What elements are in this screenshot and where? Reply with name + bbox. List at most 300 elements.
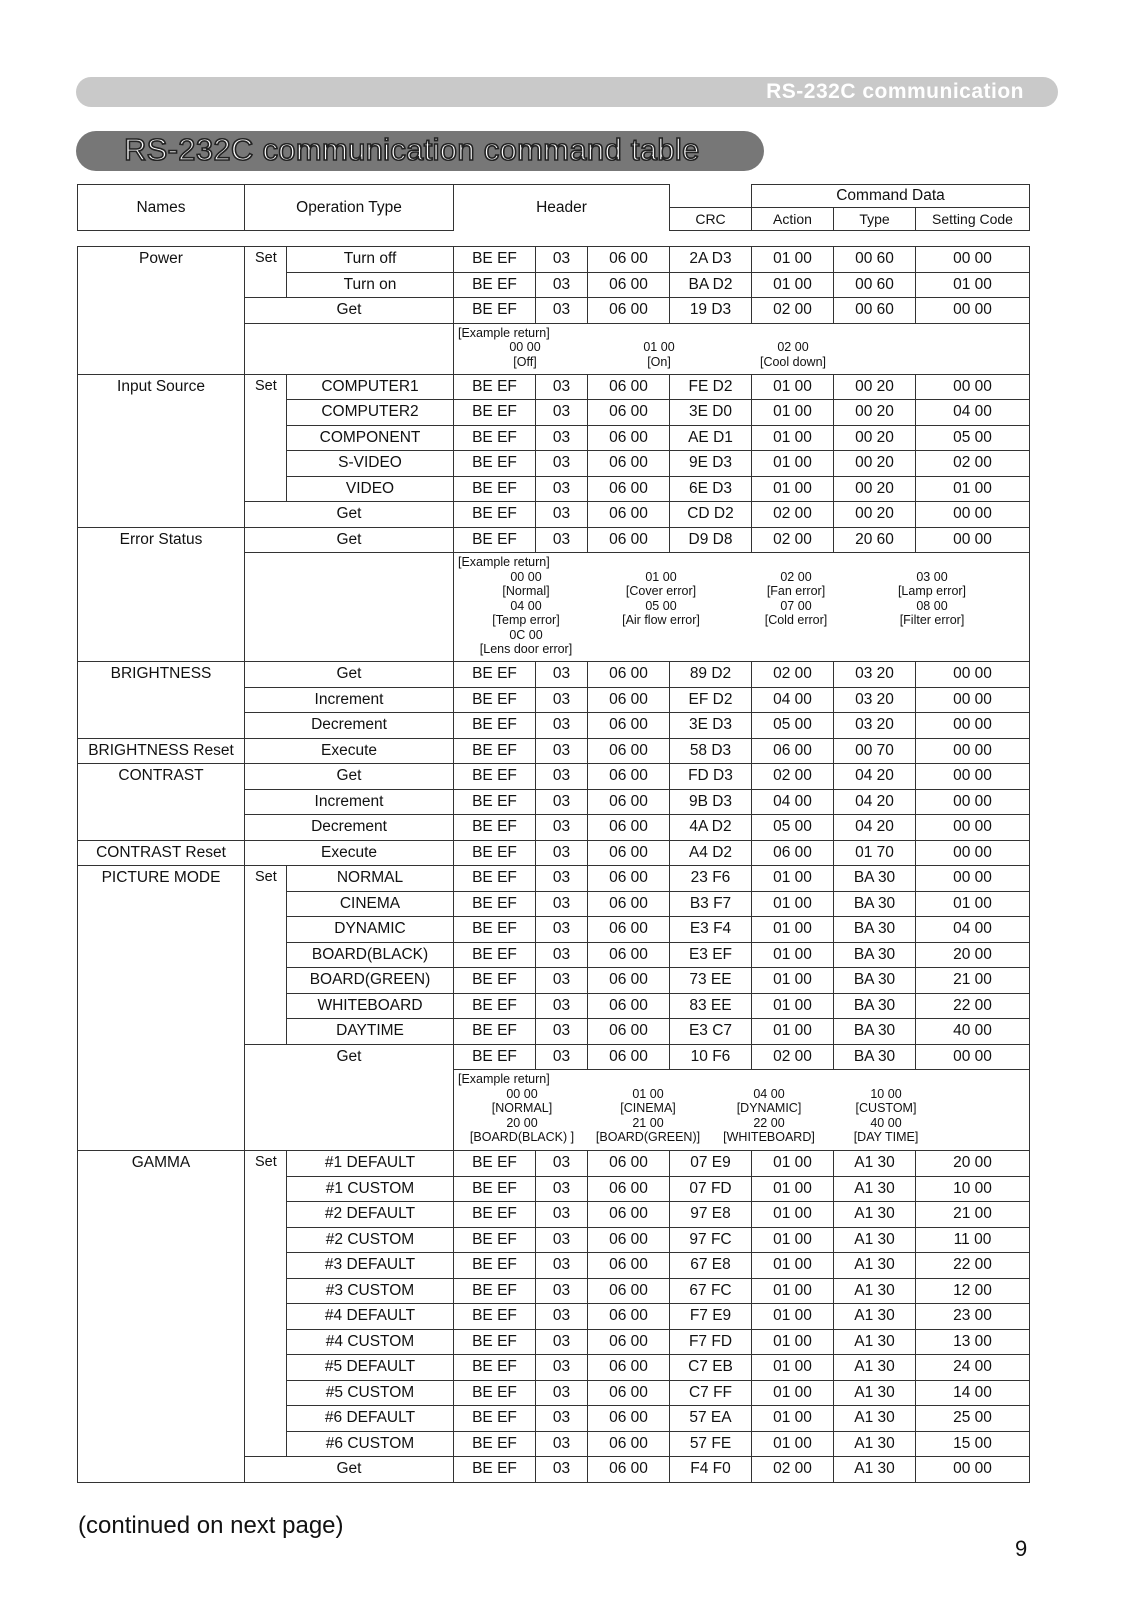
setting-code: 00 00 (916, 687, 1030, 713)
col-header: Header (454, 185, 670, 231)
crc: 97 FC (670, 1227, 752, 1253)
type: BA 30 (834, 942, 916, 968)
header-2: 03 (536, 1202, 588, 1228)
header-3: 06 00 (588, 866, 670, 892)
return-code: 03 00 (916, 569, 948, 584)
type: 04 20 (834, 815, 916, 841)
action: 02 00 (752, 298, 834, 324)
header-2: 03 (536, 687, 588, 713)
setting-code: 25 00 (916, 1406, 1030, 1432)
action: 02 00 (752, 1457, 834, 1483)
crc: 3E D0 (670, 400, 752, 426)
action: 01 00 (752, 425, 834, 451)
header-1: BE EF (454, 866, 536, 892)
return-label: [DAY TIME] (853, 1130, 919, 1144)
action: 01 00 (752, 1304, 834, 1330)
type: A1 30 (834, 1355, 916, 1381)
crc: C7 EB (670, 1355, 752, 1381)
setting-code: 21 00 (916, 1202, 1030, 1228)
header-2: 03 (536, 425, 588, 451)
operation: Get (245, 1044, 454, 1151)
setting-code: 21 00 (916, 968, 1030, 994)
return-label: [BOARD(GREEN)] (595, 1130, 701, 1144)
action: 01 00 (752, 272, 834, 298)
action: 05 00 (752, 815, 834, 841)
setting-code: 01 00 (916, 891, 1030, 917)
header-3: 06 00 (588, 789, 670, 815)
header-3: 06 00 (588, 1355, 670, 1381)
header-1: BE EF (454, 272, 536, 298)
operation: Get (245, 662, 454, 688)
crc: A4 D2 (670, 840, 752, 866)
col-setting-code: Setting Code (916, 208, 1030, 231)
row-name: Input Source (78, 374, 245, 527)
crc: F4 F0 (670, 1457, 752, 1483)
operation: Turn on (287, 272, 454, 298)
header-3: 06 00 (588, 1380, 670, 1406)
header-1: BE EF (454, 1019, 536, 1045)
type: 00 70 (834, 738, 916, 764)
setting-code: 00 00 (916, 738, 1030, 764)
col-names: Names (78, 185, 245, 231)
setting-code: 00 00 (916, 527, 1030, 553)
set-label: Set (245, 247, 287, 298)
header-2: 03 (536, 400, 588, 426)
header-3: 06 00 (588, 687, 670, 713)
crc: 2A D3 (670, 247, 752, 273)
type: A1 30 (834, 1151, 916, 1177)
header-3: 06 00 (588, 476, 670, 502)
header-1: BE EF (454, 713, 536, 739)
operation: BOARD(BLACK) (287, 942, 454, 968)
header-2: 03 (536, 1406, 588, 1432)
header-3: 06 00 (588, 662, 670, 688)
header-3: 06 00 (588, 400, 670, 426)
setting-code: 11 00 (916, 1227, 1030, 1253)
type: 00 20 (834, 451, 916, 477)
setting-code: 00 00 (916, 502, 1030, 528)
action: 01 00 (752, 1253, 834, 1279)
operation: Get (245, 527, 454, 553)
header-3: 06 00 (588, 247, 670, 273)
action: 01 00 (752, 1202, 834, 1228)
operation: Increment (245, 687, 454, 713)
header-2: 03 (536, 662, 588, 688)
setting-code: 22 00 (916, 1253, 1030, 1279)
type: 00 20 (834, 476, 916, 502)
header-3: 06 00 (588, 425, 670, 451)
set-label: Set (245, 866, 287, 1045)
table-row (78, 764, 1030, 790)
header-2: 03 (536, 1380, 588, 1406)
action: 01 00 (752, 917, 834, 943)
operation: Get (245, 298, 454, 324)
setting-code: 13 00 (916, 1329, 1030, 1355)
return-code: 20 00 (506, 1115, 538, 1130)
operation: #2 DEFAULT (287, 1202, 454, 1228)
table-row (78, 738, 1030, 764)
header-2: 03 (536, 1253, 588, 1279)
setting-code: 23 00 (916, 1304, 1030, 1330)
return-code: 01 00 (645, 569, 677, 584)
header-3: 06 00 (588, 1304, 670, 1330)
header-2: 03 (536, 713, 588, 739)
return-label: [Cover error] (625, 584, 697, 598)
operation: Get (245, 502, 454, 528)
header-3: 06 00 (588, 1151, 670, 1177)
operation: #5 DEFAULT (287, 1355, 454, 1381)
header-2: 03 (536, 891, 588, 917)
example-return-label: [Example return] (458, 325, 550, 340)
return-code: 07 00 (780, 598, 812, 613)
action: 01 00 (752, 1151, 834, 1177)
set-label: Set (245, 374, 287, 502)
page-number: 9 (1015, 1536, 1028, 1561)
crc: C7 FF (670, 1380, 752, 1406)
setting-code: 01 00 (916, 476, 1030, 502)
return-code: 08 00 (916, 598, 948, 613)
type: 20 60 (834, 527, 916, 553)
header-3: 06 00 (588, 1044, 670, 1070)
col-operation-type: Operation Type (245, 185, 454, 231)
header-3: 06 00 (588, 1227, 670, 1253)
operation: Increment (245, 789, 454, 815)
type: 04 20 (834, 789, 916, 815)
header-2: 03 (536, 1431, 588, 1457)
setting-code: 00 00 (916, 662, 1030, 688)
type: A1 30 (834, 1457, 916, 1483)
crc: 57 FE (670, 1431, 752, 1457)
crc: 89 D2 (670, 662, 752, 688)
crc: E3 EF (670, 942, 752, 968)
crc: 6E D3 (670, 476, 752, 502)
operation: #4 CUSTOM (287, 1329, 454, 1355)
header-3: 06 00 (588, 1406, 670, 1432)
operation: NORMAL (287, 866, 454, 892)
action: 02 00 (752, 662, 834, 688)
return-code: 10 00 (870, 1086, 902, 1101)
header-1: BE EF (454, 1457, 536, 1483)
header-3: 06 00 (588, 1329, 670, 1355)
row-name: PICTURE MODE (78, 866, 245, 1151)
operation: Decrement (245, 815, 454, 841)
header-3: 06 00 (588, 917, 670, 943)
header-3: 06 00 (588, 1457, 670, 1483)
setting-code: 04 00 (916, 917, 1030, 943)
action: 01 00 (752, 968, 834, 994)
header-1: BE EF (454, 1431, 536, 1457)
header-1: BE EF (454, 1380, 536, 1406)
action: 02 00 (752, 527, 834, 553)
action: 01 00 (752, 942, 834, 968)
header-3: 06 00 (588, 502, 670, 528)
operation: Decrement (245, 713, 454, 739)
operation: DYNAMIC (287, 917, 454, 943)
header-3: 06 00 (588, 815, 670, 841)
setting-code: 00 00 (916, 789, 1030, 815)
type: BA 30 (834, 968, 916, 994)
type: 00 20 (834, 425, 916, 451)
header-3: 06 00 (588, 298, 670, 324)
action: 01 00 (752, 400, 834, 426)
header-3: 06 00 (588, 527, 670, 553)
type: A1 30 (834, 1329, 916, 1355)
type: 00 60 (834, 298, 916, 324)
crc: 67 E8 (670, 1253, 752, 1279)
header-1: BE EF (454, 815, 536, 841)
operation: Turn off (287, 247, 454, 273)
type: A1 30 (834, 1278, 916, 1304)
return-label: [Cold error] (764, 613, 828, 627)
type: 03 20 (834, 662, 916, 688)
row-name: BRIGHTNESS (78, 662, 245, 739)
setting-code: 00 00 (916, 815, 1030, 841)
type: 03 20 (834, 687, 916, 713)
crc: D9 D8 (670, 527, 752, 553)
operation: COMPONENT (287, 425, 454, 451)
return-code: 0C 00 (509, 627, 543, 642)
operation: Execute (245, 840, 454, 866)
setting-code: 12 00 (916, 1278, 1030, 1304)
header-2: 03 (536, 764, 588, 790)
header-3: 06 00 (588, 713, 670, 739)
type: BA 30 (834, 993, 916, 1019)
col-action: Action (752, 208, 834, 231)
header-2: 03 (536, 840, 588, 866)
header-1: BE EF (454, 1253, 536, 1279)
header-3: 06 00 (588, 1176, 670, 1202)
header-1: BE EF (454, 764, 536, 790)
crc: 19 D3 (670, 298, 752, 324)
header-1: BE EF (454, 400, 536, 426)
crc: AE D1 (670, 425, 752, 451)
row-name: BRIGHTNESS Reset (78, 738, 245, 764)
type: A1 30 (834, 1431, 916, 1457)
setting-code: 02 00 (916, 451, 1030, 477)
setting-code: 00 00 (916, 247, 1030, 273)
command-table (77, 246, 1030, 1483)
header-2: 03 (536, 866, 588, 892)
operation: #5 CUSTOM (287, 1380, 454, 1406)
operation: #6 CUSTOM (287, 1431, 454, 1457)
header-3: 06 00 (588, 272, 670, 298)
header-3: 06 00 (588, 764, 670, 790)
type: BA 30 (834, 866, 916, 892)
header-1: BE EF (454, 1044, 536, 1070)
type: A1 30 (834, 1202, 916, 1228)
setting-code: 24 00 (916, 1355, 1030, 1381)
setting-code: 00 00 (916, 840, 1030, 866)
operation: #6 DEFAULT (287, 1406, 454, 1432)
row-name: GAMMA (78, 1151, 245, 1483)
crc: FE D2 (670, 374, 752, 400)
header-2: 03 (536, 476, 588, 502)
action: 01 00 (752, 451, 834, 477)
action: 01 00 (752, 1431, 834, 1457)
action: 01 00 (752, 1355, 834, 1381)
type: 04 20 (834, 764, 916, 790)
action: 01 00 (752, 1406, 834, 1432)
header-1: BE EF (454, 425, 536, 451)
header-1: BE EF (454, 1151, 536, 1177)
header-1: BE EF (454, 1329, 536, 1355)
action: 04 00 (752, 789, 834, 815)
header-2: 03 (536, 1304, 588, 1330)
crc: 23 F6 (670, 866, 752, 892)
operation: Get (245, 764, 454, 790)
action: 06 00 (752, 738, 834, 764)
header-2: 03 (536, 298, 588, 324)
example-return (454, 553, 1030, 662)
header-2: 03 (536, 1278, 588, 1304)
header-3: 06 00 (588, 1278, 670, 1304)
action: 01 00 (752, 891, 834, 917)
header-2: 03 (536, 1176, 588, 1202)
setting-code: 15 00 (916, 1431, 1030, 1457)
return-code: 02 00 (780, 569, 812, 584)
action: 02 00 (752, 1044, 834, 1070)
return-label: [Normal] (502, 584, 550, 598)
table-row (78, 374, 1030, 400)
header-2: 03 (536, 451, 588, 477)
type: BA 30 (834, 891, 916, 917)
header-2: 03 (536, 1227, 588, 1253)
operation: #3 DEFAULT (287, 1253, 454, 1279)
operation: #3 CUSTOM (287, 1278, 454, 1304)
action: 01 00 (752, 374, 834, 400)
crc: 3E D3 (670, 713, 752, 739)
section-header-text: RS-232C communication (766, 80, 1024, 103)
crc: EF D2 (670, 687, 752, 713)
operation: VIDEO (287, 476, 454, 502)
crc: 67 FC (670, 1278, 752, 1304)
operation: Get (245, 1457, 454, 1483)
col-crc: CRC (670, 208, 752, 231)
header-3: 06 00 (588, 968, 670, 994)
header-1: BE EF (454, 1227, 536, 1253)
header-1: BE EF (454, 502, 536, 528)
page-title: RS-232C communication command table (124, 132, 700, 167)
return-code: 02 00 (777, 340, 809, 354)
header-2: 03 (536, 1457, 588, 1483)
type: BA 30 (834, 1044, 916, 1070)
header-1: BE EF (454, 942, 536, 968)
setting-code: 04 00 (916, 400, 1030, 426)
header-2: 03 (536, 374, 588, 400)
header-1: BE EF (454, 247, 536, 273)
action: 01 00 (752, 1227, 834, 1253)
header-3: 06 00 (588, 840, 670, 866)
type: A1 30 (834, 1304, 916, 1330)
return-code: 00 00 (509, 340, 541, 354)
action: 01 00 (752, 1329, 834, 1355)
type: A1 30 (834, 1227, 916, 1253)
setting-code: 00 00 (916, 866, 1030, 892)
operation: #1 CUSTOM (287, 1176, 454, 1202)
operation: #4 DEFAULT (287, 1304, 454, 1330)
return-code: 00 00 (510, 569, 542, 584)
return-label: [CINEMA] (620, 1101, 676, 1115)
header-1: BE EF (454, 1202, 536, 1228)
setting-code: 20 00 (916, 942, 1030, 968)
header-1: BE EF (454, 738, 536, 764)
return-code: 04 00 (753, 1086, 785, 1101)
set-label: Set (245, 1151, 287, 1457)
return-label: [WHITEBOARD] (723, 1130, 815, 1144)
row-name: CONTRAST Reset (78, 840, 245, 866)
example-return-label: [Example return] (458, 1072, 550, 1086)
crc: BA D2 (670, 272, 752, 298)
header-1: BE EF (454, 1406, 536, 1432)
action: 05 00 (752, 713, 834, 739)
action: 01 00 (752, 476, 834, 502)
type: 00 20 (834, 374, 916, 400)
header-1: BE EF (454, 374, 536, 400)
crc: 57 EA (670, 1406, 752, 1432)
header-1: BE EF (454, 891, 536, 917)
table-row (78, 247, 1030, 273)
col-type: Type (834, 208, 916, 231)
return-code: 00 00 (506, 1086, 538, 1101)
header-1: BE EF (454, 789, 536, 815)
header-3: 06 00 (588, 738, 670, 764)
table-row (78, 1151, 1030, 1177)
action: 01 00 (752, 1278, 834, 1304)
header-3: 06 00 (588, 451, 670, 477)
crc: F7 E9 (670, 1304, 752, 1330)
page-title-banner (76, 131, 764, 171)
return-label: [BOARD(BLACK) ] (469, 1130, 575, 1144)
operation: CINEMA (287, 891, 454, 917)
crc: 4A D2 (670, 815, 752, 841)
header-3: 06 00 (588, 374, 670, 400)
crc: 83 EE (670, 993, 752, 1019)
row-name: CONTRAST (78, 764, 245, 841)
setting-code: 00 00 (916, 298, 1030, 324)
crc: 58 D3 (670, 738, 752, 764)
type: BA 30 (834, 917, 916, 943)
header-1: BE EF (454, 917, 536, 943)
header-1: BE EF (454, 968, 536, 994)
type: 01 70 (834, 840, 916, 866)
header-3: 06 00 (588, 1253, 670, 1279)
header-1: BE EF (454, 1278, 536, 1304)
header-3: 06 00 (588, 942, 670, 968)
continued-note: (continued on next page) (78, 1512, 344, 1539)
return-label: [Fan error] (766, 584, 826, 598)
column-header-table (77, 184, 1030, 231)
type: A1 30 (834, 1253, 916, 1279)
crc: B3 F7 (670, 891, 752, 917)
example-return (454, 323, 1030, 374)
return-code: 05 00 (645, 598, 677, 613)
setting-code: 00 00 (916, 374, 1030, 400)
type: A1 30 (834, 1406, 916, 1432)
header-1: BE EF (454, 1355, 536, 1381)
header-2: 03 (536, 738, 588, 764)
return-label: [Filter error] (899, 613, 965, 627)
header-1: BE EF (454, 451, 536, 477)
example-return-label: [Example return] (458, 555, 550, 569)
return-label: [Lens door error] (479, 642, 573, 656)
setting-code: 00 00 (916, 1457, 1030, 1483)
header-2: 03 (536, 993, 588, 1019)
crc: 97 E8 (670, 1202, 752, 1228)
crc: 07 E9 (670, 1151, 752, 1177)
col-command-data: Command Data (752, 185, 1030, 208)
crc: FD D3 (670, 764, 752, 790)
crc: 9E D3 (670, 451, 752, 477)
